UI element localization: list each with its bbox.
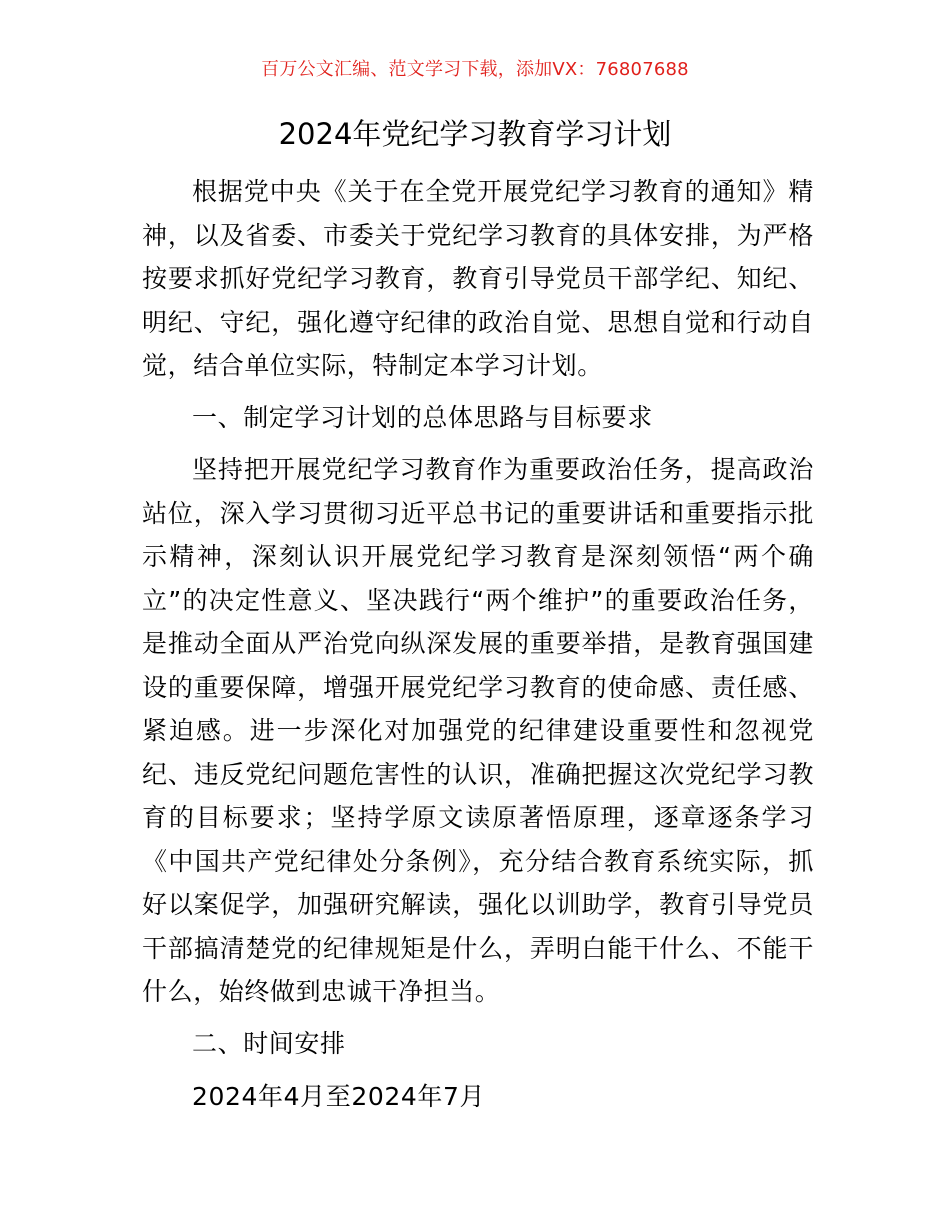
section-1-paragraph: 坚持把开展党纪学习教育作为重要政治任务，提高政治站位，深入学习贯彻习近平总书记的重要讲话和重要指示批示精神，深刻认识开展党纪学习教育是深刻领悟“两个确立”的决定性意义、坚决践行“两个维护”的重要政治任务，是推动全面从严治党向纵深发展的重要举措，是教育强国建设的重要保障，增强开展党纪学习教育的使命感、责任感、紧迫感。进一步深化对加强党的纪律建设重要性和忽视党纪、违反党纪问题危害性的认识，准确把握这次党纪学习教育的目标要求；坚持学原文读原著悟原理，逐章逐条学习《中国共产党纪律处分条例》，充分结合教育系统实际，抓好以案促学，加强研究解读，强化以训助学，教育引导党员干部搞清楚党的纪律规矩是什么，弄明白能干什么、不能干什么，始终做到忠诚干净担当。 <box>142 455 814 1006</box>
section-2-heading: 二、时间安排 <box>192 1029 346 1058</box>
intro-paragraph: 根据党中央《关于在全党开展党纪学习教育的通知》精神，以及省委、市委关于党纪学习教育的具体安排，为严格按要求抓好党纪学习教育，教育引导党员干部学纪、知纪、明纪、守纪，强化遵守纪律的政治自觉、思想自觉和行动自觉，结合单位实际，特制定本学习计划。 <box>142 177 814 380</box>
section-1-heading: 一、制定学习计划的总体思路与目标要求 <box>192 403 653 432</box>
section-2-paragraph: 2024年4月至2024年7月 <box>192 1082 486 1111</box>
watermark-header: 百万公文汇编、范文学习下载，添加VX：76807688 <box>261 59 689 80</box>
document-title: 2024年党纪学习教育学习计划 <box>278 117 672 151</box>
